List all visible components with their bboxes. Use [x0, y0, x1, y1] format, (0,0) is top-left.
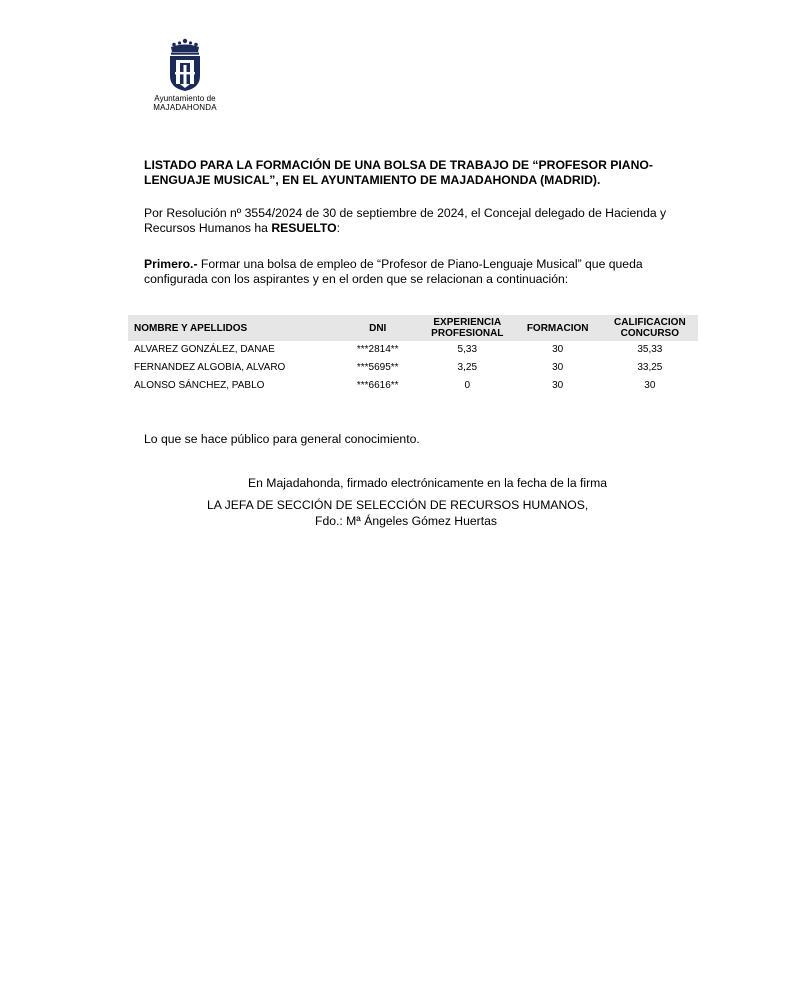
primero-paragraph — [144, 257, 692, 287]
resolution-tail: : — [336, 221, 340, 235]
cell-experiencia: 3,25 — [457, 362, 478, 373]
header-calificacion — [602, 315, 698, 341]
resuelto-keyword: RESUELTO — [271, 221, 337, 235]
cell-calificacion: 33,25 — [637, 362, 663, 373]
header-experiencia — [421, 315, 514, 341]
cell-formacion: 30 — [552, 344, 564, 355]
cell-formacion: 30 — [552, 362, 564, 373]
header-calificacion-line1: CALIFICACION — [614, 317, 686, 328]
coat-of-arms-icon — [165, 38, 205, 92]
cell-name: ALVAREZ GONZÁLEZ, DANAE — [134, 344, 275, 355]
cell-name: FERNANDEZ ALGOBIA, ALVARO — [134, 362, 286, 373]
cell-dni: ***5695** — [356, 362, 399, 373]
header-experiencia-line2: PROFESIONAL — [431, 328, 504, 339]
header-formacion: FORMACION — [526, 322, 589, 334]
header-calificacion-line2: CONCURSO — [620, 328, 680, 339]
candidates-table — [128, 315, 698, 395]
header-experiencia-line1: EXPERIENCIA — [433, 317, 502, 328]
municipal-logo — [142, 38, 228, 122]
cell-calificacion: 35,33 — [637, 344, 663, 355]
document-title: LISTADO PARA LA FORMACIÓN DE UNA BOLSA DE TRABAJO DE “PROFESOR PIANO-LENGUAJE MUSICAL”, EN EL AYUNTAMIENTO DE MAJADAHONDA (MADRID). — [144, 158, 653, 187]
cell-experiencia: 0 — [464, 380, 471, 391]
cell-dni: ***6616** — [356, 380, 399, 391]
cell-experiencia: 5,33 — [457, 344, 478, 355]
resolution-text: Por Resolución nº 3554/2024 de 30 de septiembre de 2024, el Concejal delegado de Hacienda y Recursos Humanos ha — [144, 206, 667, 235]
primero-text: Formar una bolsa de empleo de “Profesor de Piano-Lenguaje Musical” que queda configurada con los aspirantes y en el orden que se relacionan a continuación: — [144, 257, 643, 286]
table-row — [128, 377, 698, 395]
signature-place-date: En Majadahonda, firmado electrónicamente en la fecha de la firma — [248, 476, 608, 490]
logo-text-line1: Ayuntamiento de — [154, 94, 216, 103]
logo-text-line2: MAJADAHONDA — [153, 103, 217, 112]
signature-role: LA JEFA DE SECCIÓN DE SELECCIÓN DE RECURSOS HUMANOS, — [207, 498, 589, 512]
table-row — [128, 341, 698, 359]
cell-formacion: 30 — [552, 380, 564, 391]
table-header-row — [128, 315, 698, 341]
closing-statement: Lo que se hace público para general conocimiento. — [144, 432, 420, 446]
primero-label: Primero.- — [144, 257, 198, 271]
cell-calificacion: 30 — [644, 380, 656, 391]
header-dni: DNI — [369, 322, 387, 334]
table-row — [128, 359, 698, 377]
cell-dni: ***2814** — [356, 344, 399, 355]
resolution-paragraph — [144, 206, 692, 236]
header-name: NOMBRE Y APELLIDOS — [134, 322, 248, 334]
cell-name: ALONSO SÁNCHEZ, PABLO — [134, 380, 265, 391]
signature-name: Fdo.: Mª Ángeles Gómez Huertas — [315, 514, 497, 528]
